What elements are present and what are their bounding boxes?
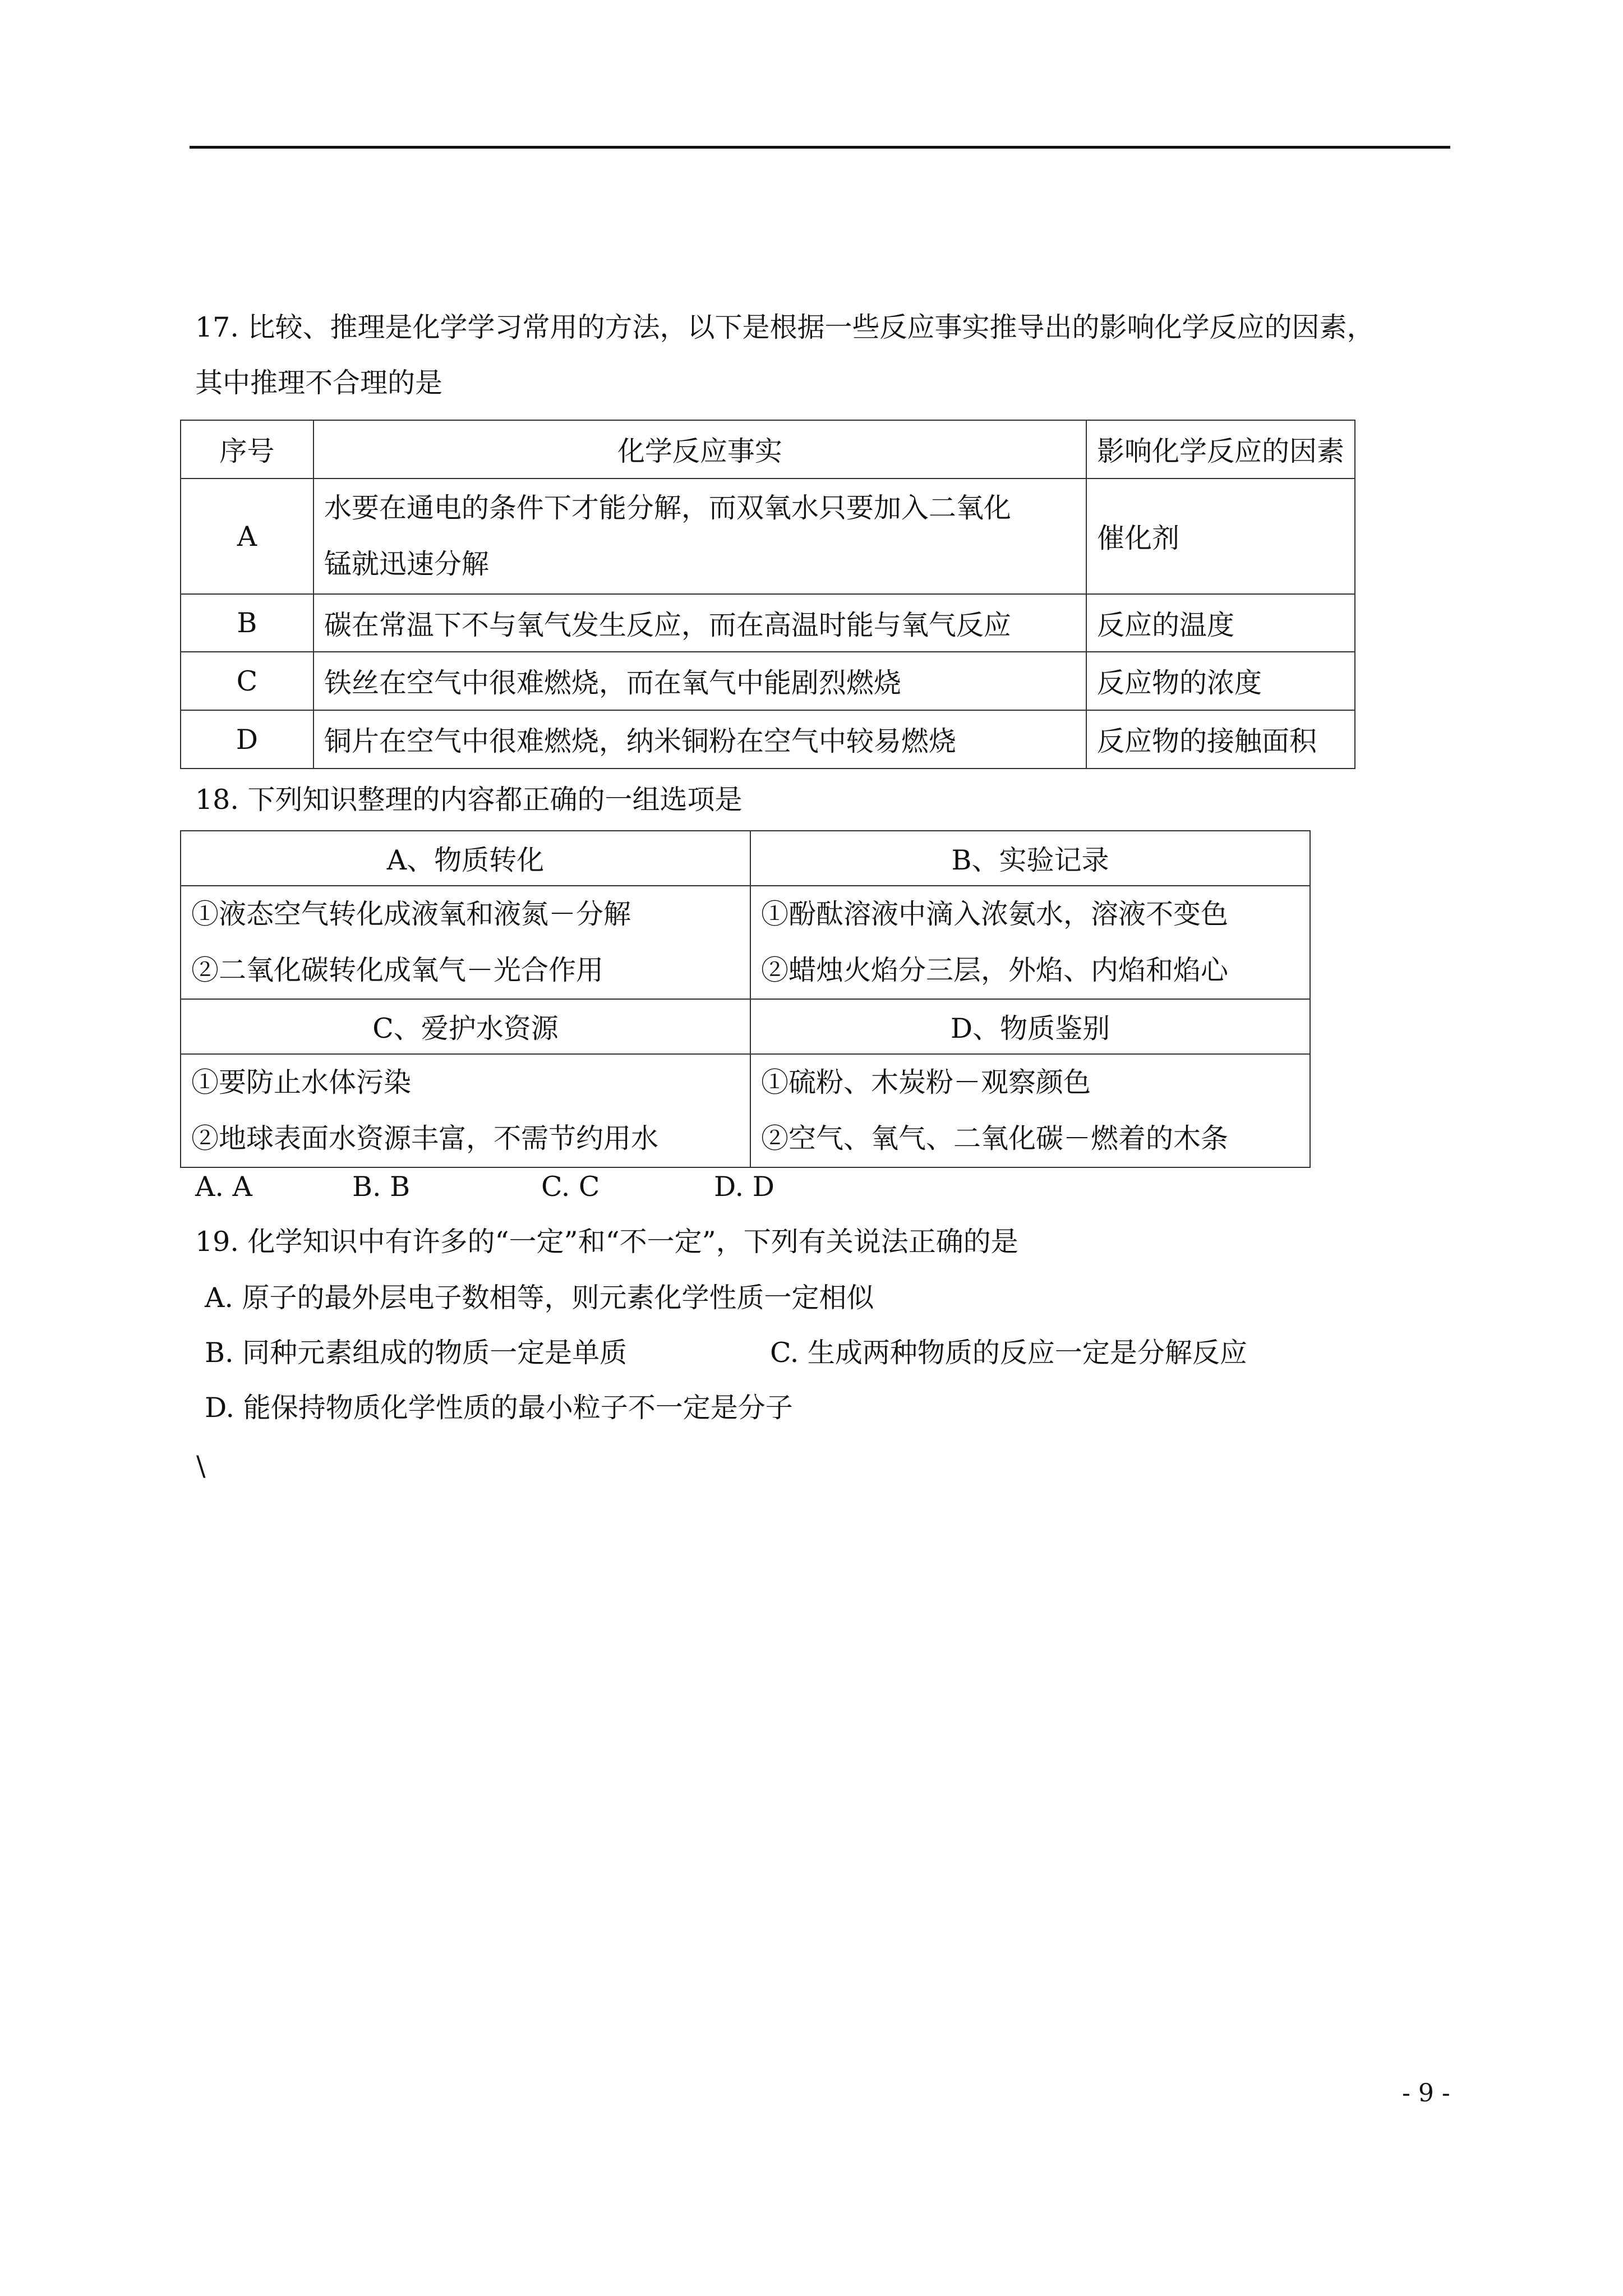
header-seq: 序号 (181, 420, 313, 478)
group-d-items (750, 1054, 1310, 1167)
list-item: ②空气、氧气、二氧化碳－燃着的木条 (761, 1122, 1229, 1154)
group-d-title: D、物质鉴别 (750, 999, 1310, 1054)
header-fact: 化学反应事实 (313, 420, 1086, 478)
q18-option-d: D. D (714, 1171, 774, 1203)
row-factor: 反应的温度 (1086, 594, 1355, 652)
list-item: ①酚酞溶液中滴入浓氨水，溶液不变色 (761, 898, 1229, 930)
q19-option-b: B. 同种元素组成的物质一定是单质 (205, 1337, 628, 1369)
table-row (181, 886, 1310, 999)
row-factor: 催化剂 (1086, 478, 1355, 594)
fact-line: 锰就迅速分解 (324, 548, 489, 580)
q18-option-a: A. A (195, 1171, 252, 1203)
row-fact: 铁丝在空气中很难燃烧，而在氧气中能剧烈燃烧 (313, 652, 1086, 710)
header-factor: 影响化学反应的因素 (1086, 420, 1355, 478)
group-b-items (750, 886, 1310, 999)
table-row (181, 652, 1355, 710)
list-item: ①液态空气转化成液氧和液氮－分解 (191, 898, 631, 930)
group-b-title: B、实验记录 (750, 831, 1310, 886)
stray-mark: \ (196, 1450, 206, 1482)
table-row (181, 831, 1310, 886)
q18-option-c: C. C (541, 1171, 600, 1203)
row-id: D (181, 710, 313, 769)
q17-stem-line2: 其中推理不合理的是 (195, 367, 443, 399)
row-id: B (181, 594, 313, 652)
table-row (181, 999, 1310, 1054)
table-row (181, 478, 1355, 594)
table-row (181, 710, 1355, 769)
group-c-title: C、爱护水资源 (181, 999, 750, 1054)
header-rule (190, 146, 1450, 149)
row-fact: 碳在常温下不与氧气发生反应，而在高温时能与氧气反应 (313, 594, 1086, 652)
group-a-items (181, 886, 750, 999)
table-row (181, 594, 1355, 652)
q17-stem-line1: 17. 比较、推理是化学学习常用的方法，以下是根据一些反应事实推导出的影响化学反应的因素， (195, 311, 1375, 343)
list-item: ②地球表面水资源丰富，不需节约用水 (191, 1122, 659, 1154)
fact-line: 水要在通电的条件下才能分解，而双氧水只要加入二氧化 (324, 492, 1011, 524)
q19-option-d: D. 能保持物质化学性质的最小粒子不一定是分子 (205, 1392, 793, 1424)
q17-table (180, 420, 1355, 769)
row-factor: 反应物的接触面积 (1086, 710, 1355, 769)
group-c-items (181, 1054, 750, 1167)
q19-option-c: C. 生成两种物质的反应一定是分解反应 (770, 1337, 1247, 1369)
list-item: ②蜡烛火焰分三层，外焰、内焰和焰心 (761, 954, 1229, 986)
row-factor: 反应物的浓度 (1086, 652, 1355, 710)
list-item: ①要防止水体污染 (191, 1066, 412, 1098)
row-fact (313, 478, 1086, 594)
q18-stem: 18. 下列知识整理的内容都正确的一组选项是 (195, 784, 743, 816)
q18-table (180, 830, 1311, 1168)
page-number: - 9 - (1402, 2079, 1450, 2108)
q19-option-a: A. 原子的最外层电子数相等，则元素化学性质一定相似 (205, 1282, 874, 1314)
q19-stem: 19. 化学知识中有许多的“一定”和“不一定”，下列有关说法正确的是 (195, 1226, 1018, 1258)
list-item: ②二氧化碳转化成氧气－光合作用 (191, 954, 604, 986)
list-item: ①硫粉、木炭粉－观察颜色 (761, 1066, 1091, 1098)
group-a-title: A、物质转化 (181, 831, 750, 886)
row-id: C (181, 652, 313, 710)
row-id: A (181, 478, 313, 594)
q18-option-b: B. B (352, 1171, 411, 1203)
table-row (181, 1054, 1310, 1167)
table-header-row (181, 420, 1355, 478)
row-fact: 铜片在空气中很难燃烧，纳米铜粉在空气中较易燃烧 (313, 710, 1086, 769)
